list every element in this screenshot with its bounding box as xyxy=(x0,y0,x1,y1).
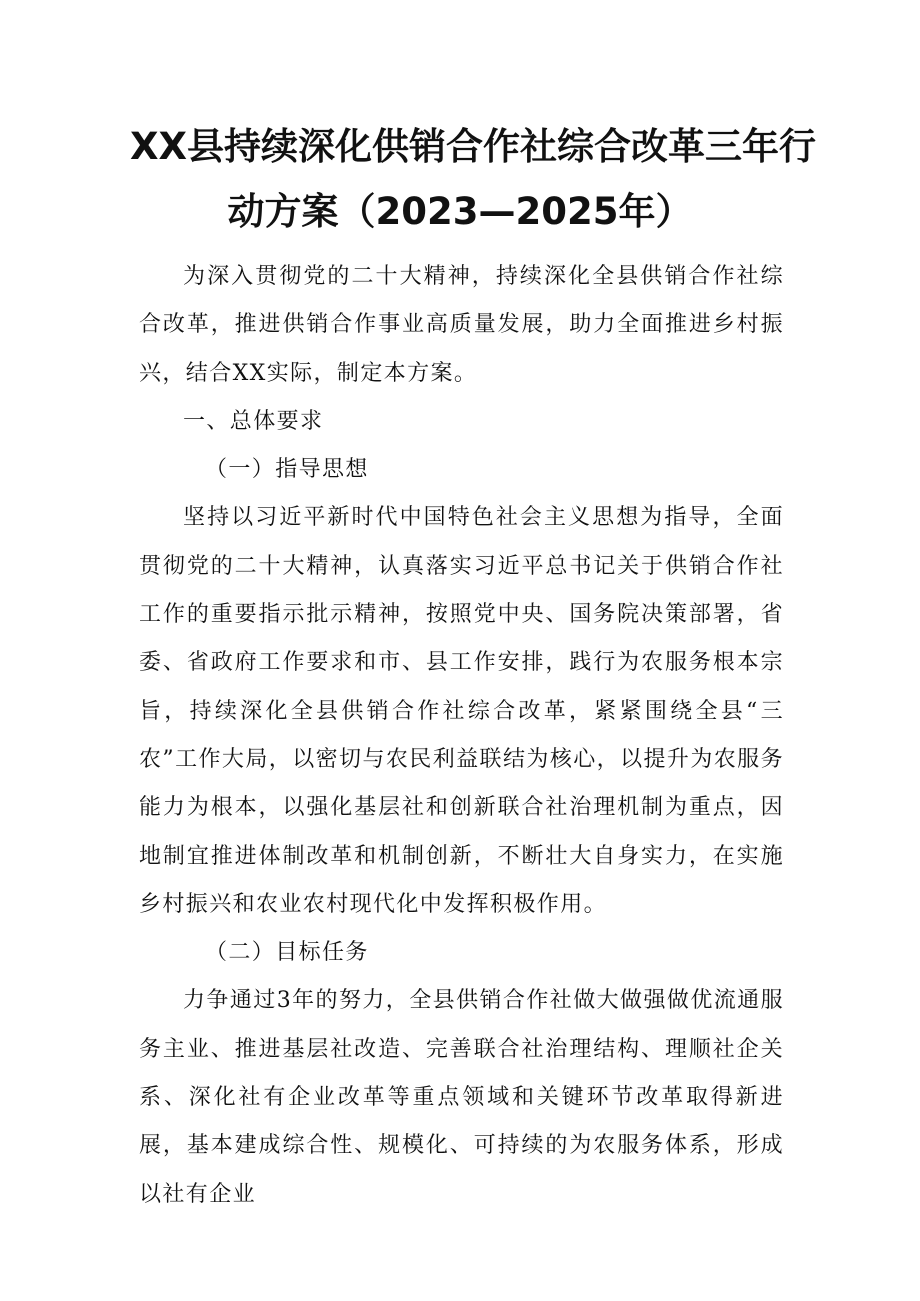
document-title-line-1: XX县持续深化供销合作社综合改革三年行 xyxy=(130,125,817,168)
guiding-thought-paragraph: 坚持以习近平新时代中国特色社会主义思想为指导，全面贯彻党的二十大精神，认真落实习近平总书记关于供销合作社工作的重要指示批示精神，按照党中央、国务院决策部署，省委、省政府工作要求和市、县工作安排，践行为农服务根本宗旨，持续深化全县供销合作社综合改革，紧紧围绕全县“三农”工作大局，以密切与农民利益联结为核心，以提升为农服务能力为根本，以强化基层社和创新联合社治理机制为重点，因地制宜推进体制改革和机制创新，不断壮大自身实力，在实施乡村振兴和农业农村现代化中发挥积极作用。 xyxy=(139,505,784,917)
target-tasks-paragraph: 力争通过3年的努力，全县供销合作社做大做强做优流通服务主业、推进基层社改造、完善联合社治理结构、理顺社企关系、深化社有企业改革等重点领域和关键环节改革取得新进展，基本建成综合性、规模化、可持续的为农服务体系，形成以社有企业 xyxy=(139,988,784,1207)
intro-paragraph: 为深入贯彻党的二十大精神，持续深化全县供销合作社综合改革，推进供销合作事业高质量发展，助力全面推进乡村振兴，结合XX实际，制定本方案。 xyxy=(139,264,784,386)
subsection-1-heading: （一）指导思想 xyxy=(205,457,369,483)
document-title-line-2: 动方案（2023—2025年） xyxy=(227,190,693,233)
document-body xyxy=(139,253,784,1219)
section-1-heading: 一、总体要求 xyxy=(183,408,324,434)
subsection-2-heading: （二）目标任务 xyxy=(205,940,369,966)
